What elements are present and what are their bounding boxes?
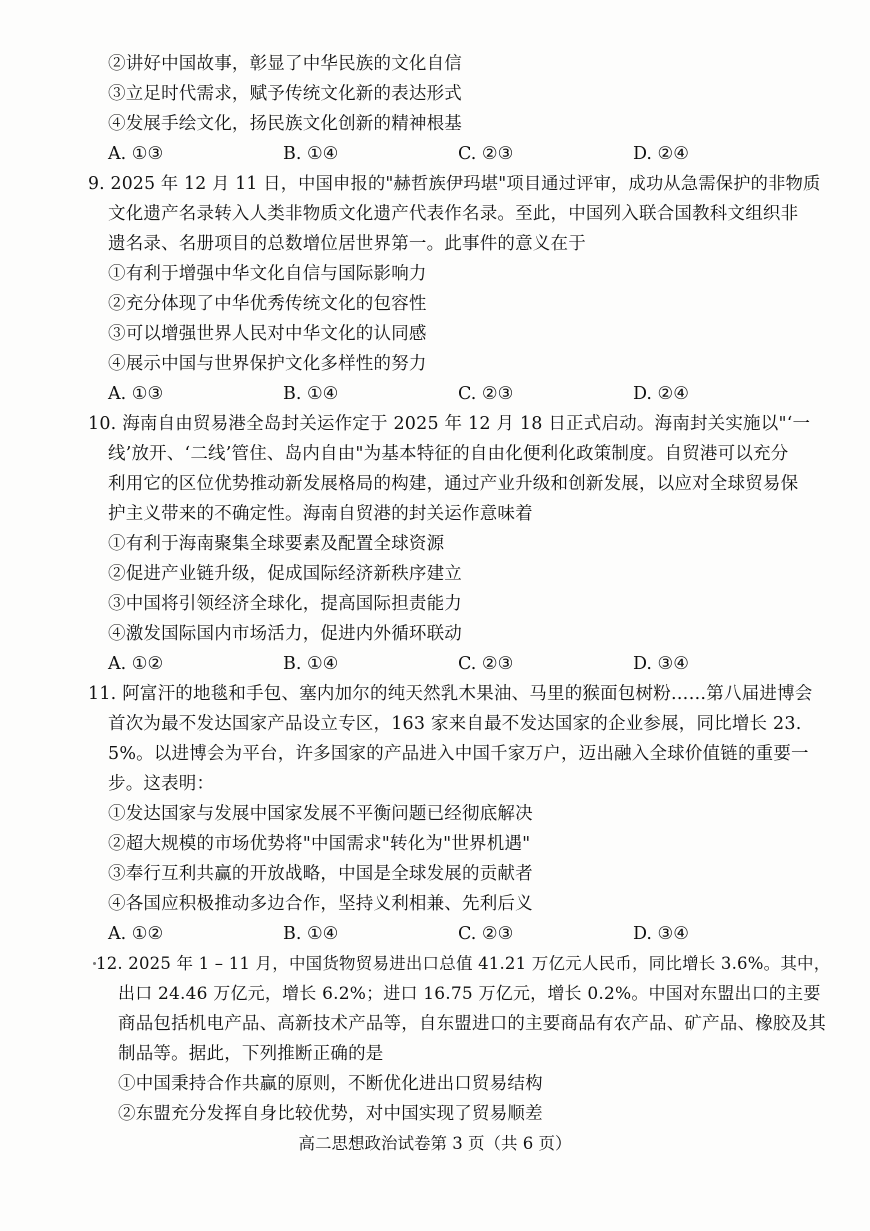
- q12-stem-line-4: 制品等。据此，下列推断正确的是: [118, 1044, 384, 1064]
- q11-item-1: ①发达国家与发展中国家发展不平衡问题已经彻底解决: [108, 804, 533, 824]
- q11-item-2: ②超大规模的市场优势将"中国需求"转化为"世界机遇": [108, 834, 531, 854]
- q10-item-3: ③中国将引领经济全球化，提高国际担责能力: [108, 594, 462, 614]
- q9-option-a: A. ①③: [108, 384, 164, 404]
- q8-option-c: C. ②③: [458, 144, 514, 164]
- q10-option-d: D. ③④: [633, 654, 689, 674]
- q12-stem-line-3: 商品包括机电产品、高新技术产品等，自东盟进口的主要商品有农产品、矿产品、橡胶及其: [118, 1014, 826, 1034]
- q11-option-a: A. ①②: [108, 924, 164, 944]
- q9-stem-line-1: 9. 2025 年 12 月 11 日，中国申报的"赫哲族伊玛堪"项目通过评审，成功从急需保护的非物质: [88, 174, 821, 194]
- q8-option-a: A. ①③: [108, 144, 164, 164]
- q9-item-3: ③可以增强世界人民对中华文化的认同感: [108, 324, 427, 344]
- q11-item-3: ③奉行互利共赢的开放战略，中国是全球发展的贡献者: [108, 864, 533, 884]
- q9-option-c: C. ②③: [458, 384, 514, 404]
- q9-item-1: ①有利于增强中华文化自信与国际影响力: [108, 264, 427, 284]
- q11-option-d: D. ③④: [633, 924, 689, 944]
- q8-option-d: D. ②④: [633, 144, 689, 164]
- q9-option-b: B. ①④: [283, 384, 339, 404]
- q9-stem-line-2: 文化遗产名录转入人类非物质文化遗产代表作名录。至此，中国列入联合国教科文组织非: [108, 204, 799, 224]
- q11-item-4: ④各国应积极推动多边合作，坚持义利相兼、先利后义: [108, 894, 533, 914]
- q9-item-4: ④展示中国与世界保护文化多样性的努力: [108, 354, 427, 374]
- q11-stem-line-2: 首次为最不发达国家产品设立专区，163 家来自最不发达国家的企业参展，同比增长 23.: [108, 714, 802, 734]
- q12-item-1: ①中国秉持合作共赢的原则，不断优化进出口贸易结构: [118, 1074, 543, 1094]
- q10-item-2: ②促进产业链升级，促成国际经济新秩序建立: [108, 564, 462, 584]
- q11-option-b: B. ①④: [283, 924, 339, 944]
- q12-stem-line-1: 12. 2025 年 1 – 11 月，中国货物贸易进出口总值 41.21 万亿元人民币，同比增长 3.6%。其中，: [96, 954, 831, 973]
- q11-option-c: C. ②③: [458, 924, 514, 944]
- q9-option-d: D. ②④: [633, 384, 689, 404]
- q10-stem-line-4: 护主义带来的不确定性。海南自贸港的封关运作意味着: [108, 504, 533, 524]
- page-footer: 高二思想政治试卷第 3 页（共 6 页）: [298, 1134, 572, 1153]
- q10-option-c: C. ②③: [458, 654, 514, 674]
- q11-stem-line-3: 5%。以进博会为平台，许多国家的产品进入中国千家万户，迈出融入全球价值链的重要一: [108, 744, 809, 764]
- q8-option-b: B. ①④: [283, 144, 339, 164]
- q8-item-4: ④发展手绘文化，扬民族文化创新的精神根基: [108, 114, 462, 134]
- q10-option-b: B. ①④: [283, 654, 339, 674]
- q10-stem-line-2: 线’放开、‘二线’管住、岛内自由"为基本特征的自由化便利化政策制度。自贸港可以充分: [108, 444, 789, 464]
- q10-item-1: ①有利于海南聚集全球要素及配置全球资源: [108, 534, 445, 554]
- q11-stem-line-1: 11. 阿富汗的地毯和手包、塞内加尔的纯天然乳木果油、马里的猴面包树粉……第八届进博会: [88, 684, 813, 704]
- q10-item-4: ④激发国际国内市场活力，促进内外循环联动: [108, 624, 462, 644]
- q8-item-3: ③立足时代需求，赋予传统文化新的表达形式: [108, 84, 462, 104]
- q11-stem-line-4: 步。这表明：: [108, 774, 215, 794]
- q9-stem-line-3: 遗名录、名册项目的总数增位居世界第一。此事件的意义在于: [108, 234, 586, 254]
- q9-item-2: ②充分体现了中华优秀传统文化的包容性: [108, 294, 427, 314]
- q10-stem-line-1: 10. 海南自由贸易港全岛封关运作定于 2025 年 12 月 18 日正式启动。海南封关实施以"‘一: [88, 414, 811, 434]
- q10-stem-line-3: 利用它的区位优势推动新发展格局的构建，通过产业升级和创新发展，以应对全球贸易保: [108, 474, 799, 494]
- q12-stem-line-2: 出口 24.46 万亿元，增长 6.2%；进口 16.75 万亿元，增长 0.2%。中国对东盟出口的主要: [118, 984, 821, 1004]
- q12-item-2: ②东盟充分发挥自身比较优势，对中国实现了贸易顺差: [118, 1104, 543, 1124]
- q8-item-2: ②讲好中国故事，彰显了中华民族的文化自信: [108, 54, 462, 74]
- q10-option-a: A. ①②: [108, 654, 164, 674]
